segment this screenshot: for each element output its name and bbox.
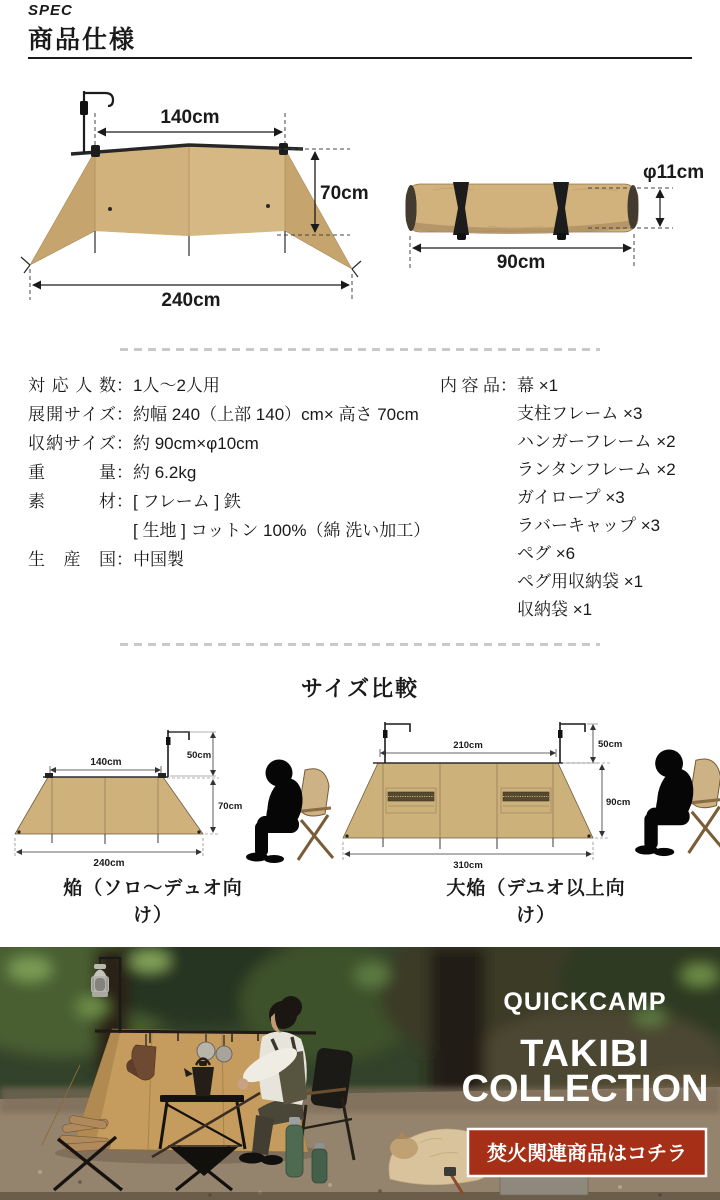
contents-row: ペグ用収納袋 ×1 xyxy=(517,572,644,591)
contents-row: ランタンフレーム ×2 xyxy=(517,460,676,479)
guy-rope xyxy=(352,261,361,277)
spec-row-material-2 xyxy=(28,516,430,545)
spec-row-weight: 重量：約 6.2kg xyxy=(28,458,430,487)
packed-bag xyxy=(406,182,639,240)
svg-text:50cm: 50cm xyxy=(186,750,212,761)
dim-bottom-width xyxy=(15,838,203,869)
spec-row-material: 素材：[ フレーム ] 鉄 xyxy=(28,487,430,516)
spec-label: 対応人数 xyxy=(28,376,116,395)
spec-value: 約 6.2kg xyxy=(133,463,197,482)
right-wing xyxy=(285,149,352,269)
left-panel-shade xyxy=(95,144,189,236)
spec-value: 約幅 240（上部 140）cm× 高さ 70cm xyxy=(133,405,419,424)
cta-button-label: 焚火関連商品はコチラ xyxy=(487,1143,687,1165)
dim-top-width xyxy=(95,107,285,145)
svg-text:210cm: 210cm xyxy=(453,740,483,751)
spec-label: 重量 xyxy=(28,463,116,482)
contents-row: 内容品：幕 ×1 xyxy=(440,371,676,399)
spec-value: 中国製 xyxy=(133,550,184,569)
dim-length xyxy=(410,234,634,273)
page-title: 商品仕様 xyxy=(28,26,137,54)
svg-text:90cm: 90cm xyxy=(606,797,631,808)
svg-text:140cm: 140cm xyxy=(160,107,220,128)
lantern-hanger-pole xyxy=(558,722,585,763)
spec-row-open-size: 展開サイズ：約幅 240（上部 140）cm× 高さ 70cm xyxy=(28,400,430,429)
svg-text:φ11cm: φ11cm xyxy=(643,162,705,183)
spec-row-packed-size: 収納サイズ：約 90cm×φ10cm xyxy=(28,429,430,458)
tent-large xyxy=(343,763,593,838)
contents-label: 内容品 xyxy=(440,376,500,395)
spec-value: [ フレーム ] 鉄 xyxy=(133,492,241,511)
contents-row: 支柱フレーム ×3 xyxy=(517,404,643,423)
takibi-collection-banner xyxy=(0,947,720,1200)
dim-top-width xyxy=(50,757,161,774)
spec-label: 展開サイズ xyxy=(28,405,116,424)
title-underline xyxy=(28,57,692,59)
collection-title-line1: TAKIBI xyxy=(520,1033,650,1075)
tent-small xyxy=(15,777,203,834)
lantern-hanger-pole xyxy=(383,722,410,763)
collection-title-line2: COLLECTION xyxy=(461,1068,709,1110)
contents-row: ラバーキャップ ×3 xyxy=(517,516,661,535)
section-eyebrow: SPEC xyxy=(28,2,73,19)
dim-bottom-width xyxy=(30,269,352,310)
spec-list xyxy=(28,371,430,574)
svg-text:70cm: 70cm xyxy=(218,801,243,812)
contents-row: ハンガーフレーム ×2 xyxy=(517,432,676,451)
spec-row-capacity: 対応人数：1人〜2人用 xyxy=(28,371,430,400)
person-silhouette xyxy=(635,749,720,856)
size-comparison-title: サイズ比較 xyxy=(300,676,420,701)
left-wing xyxy=(30,151,95,265)
caption-large-model: 大焔（デユオ以上向け） xyxy=(446,878,626,926)
dim-pole-height xyxy=(565,724,622,763)
spec-row-origin: 生産国：中国製 xyxy=(28,545,430,574)
dim-bottom-width xyxy=(343,842,593,871)
windscreen-packed-diagram xyxy=(393,140,720,275)
guy-rope xyxy=(21,257,30,273)
dim-pole-height xyxy=(170,732,216,776)
svg-text:140cm: 140cm xyxy=(90,757,122,768)
contents-list xyxy=(440,371,676,623)
contents-row: 収納袋 ×1 xyxy=(517,600,593,619)
dashed-separator xyxy=(120,643,600,646)
contents-item: 幕 ×1 xyxy=(517,376,559,395)
svg-text:90cm: 90cm xyxy=(496,252,546,273)
lantern-hanger-pole xyxy=(80,91,113,153)
dashed-separator xyxy=(120,348,600,351)
svg-text:70cm: 70cm xyxy=(320,183,369,204)
spec-label: 生産国 xyxy=(28,550,116,569)
size-comparison-large-diagram xyxy=(340,708,720,878)
spec-value: [ 生地 ] コットン 100%（綿 洗い加工） xyxy=(133,521,431,540)
brand-logo-text: QUICKCAMP xyxy=(503,988,667,1016)
lantern-hanger-pole xyxy=(166,730,189,777)
dim-top-width xyxy=(380,740,556,757)
svg-text:240cm: 240cm xyxy=(161,290,221,310)
person-silhouette xyxy=(246,760,333,864)
takibi-cta-button[interactable] xyxy=(468,1129,706,1176)
contents-row: ペグ ×6 xyxy=(517,544,576,563)
spec-label: 収納サイズ xyxy=(28,434,116,453)
svg-text:310cm: 310cm xyxy=(453,860,483,871)
size-comparison-small-diagram xyxy=(5,712,340,872)
spec-value: 約 90cm×φ10cm xyxy=(133,434,259,453)
windscreen-open-diagram xyxy=(15,85,375,310)
caption-small-model: 焔（ソロ〜デュオ向け） xyxy=(63,878,243,926)
spec-label: 素材 xyxy=(28,492,116,511)
spec-value: 1人〜2人用 xyxy=(133,376,220,395)
svg-text:50cm: 50cm xyxy=(598,739,623,750)
svg-text:240cm: 240cm xyxy=(93,858,125,869)
contents-row: ガイロープ ×3 xyxy=(517,488,625,507)
